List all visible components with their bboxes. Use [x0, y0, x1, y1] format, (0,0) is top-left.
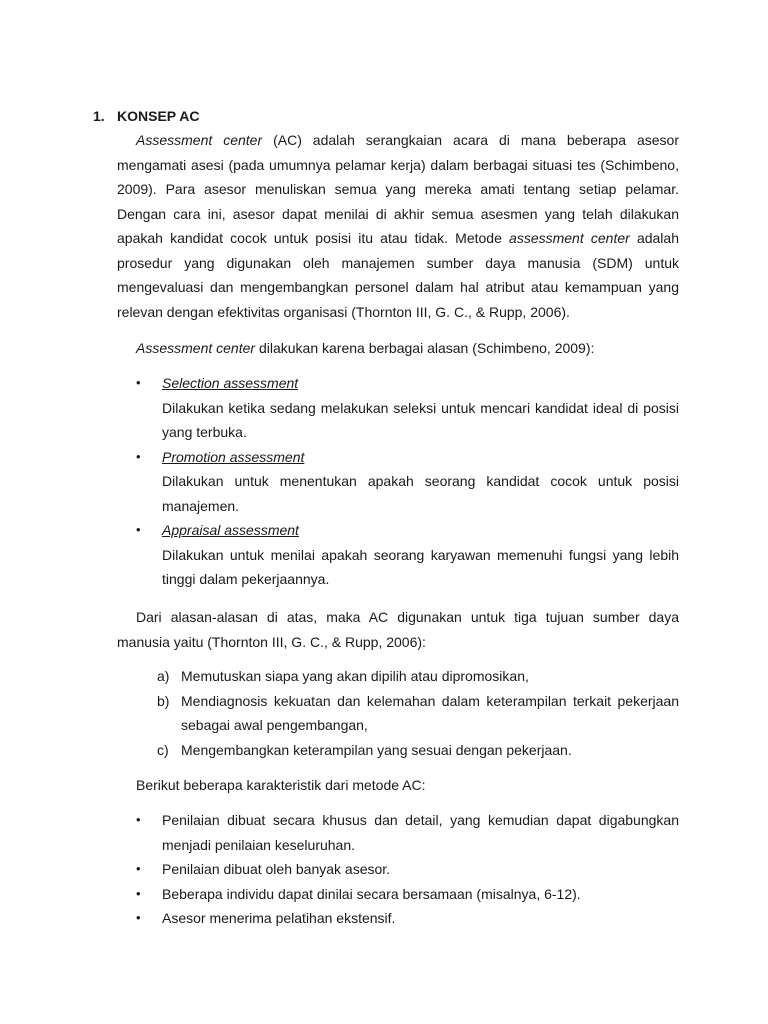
list-item	[157, 689, 679, 738]
list-item	[157, 664, 679, 689]
reason-desc: Dilakukan untuk menilai apakah seorang karyawan memenuhi fungsi yang lebih tinggi dalam pekerjaannya.	[162, 546, 679, 587]
bullet-icon: •	[136, 522, 141, 537]
intro-paragraph	[117, 128, 679, 324]
list-item	[136, 445, 679, 519]
section-title: KONSEP AC	[117, 108, 200, 124]
intro-term-2: assessment center	[509, 230, 630, 246]
intro-text-1: (AC) adalah serangkaian acara di mana beberapa asesor mengamati asesi (pada umumnya pelamar kerja) dalam berbagai situasi tes (Schimbeno, 2009). Para asesor menuliskan semua yang mereka amati tentang setiap pelamar. Dengan cara ini, asesor dapat menilai di akhir semua asesmen yang telah dilakukan apakah kandidat cocok untuk posisi itu atau tidak. Metode	[117, 132, 679, 246]
reasons-list	[136, 371, 679, 592]
characteristic-text: Beberapa individu dapat dinilai secara bersamaan (misalnya, 6-12).	[162, 885, 581, 902]
reasons-intro-text: dilakukan karena berbagai alasan (Schimbeno, 2009):	[255, 340, 595, 356]
bullet-icon: •	[136, 861, 141, 876]
purpose-text: Mendiagnosis kekuatan dan kelemahan dalam keterampilan terkait pekerjaan sebagai awal pengembangan,	[181, 692, 679, 733]
list-item	[136, 882, 679, 907]
reasons-intro-term: Assessment center	[136, 340, 256, 356]
characteristics-list	[136, 808, 679, 931]
reason-title: Appraisal assessment	[162, 522, 299, 538]
bullet-icon: •	[136, 448, 141, 464]
bullet-icon: •	[136, 910, 141, 925]
intro-text-2: adalah prosedur yang digunakan oleh manajemen sumber daya manusia (SDM) untuk mengevaluasi dan mengembangkan personel dalam hal atribut atau kemampuan yang relevan dengan efektivitas organisasi (Thornton III, G. C., & Rupp, 2006).	[117, 230, 679, 320]
bullet-icon: •	[136, 885, 141, 901]
characteristic-text: Penilaian dibuat secara khusus dan detail, yang kemudian dapat digabungkan menjadi penilaian keseluruhan.	[162, 812, 679, 853]
purpose-text: Mengembangkan keterampilan yang sesuai dengan pekerjaan.	[181, 741, 572, 758]
reasons-intro	[136, 336, 594, 360]
purposes-intro: Dari alasan-alasan di atas, maka AC digunakan untuk tiga tujuan sumber daya manusia yaitu (Thornton III, G. C., & Rupp, 2006):	[117, 609, 679, 650]
characteristic-text: Asesor menerima pelatihan ekstensif.	[162, 910, 396, 926]
list-item	[136, 518, 679, 592]
list-marker: b)	[157, 692, 170, 709]
reason-desc: Dilakukan untuk menentukan apakah seorang kandidat cocok untuk posisi manajemen.	[162, 473, 679, 514]
intro-term: Assessment center	[136, 132, 263, 148]
list-marker: a)	[157, 668, 170, 684]
reason-desc: Dilakukan ketika sedang melakukan seleksi untuk mencari kandidat ideal di posisi yang terbuka.	[162, 399, 679, 440]
list-item	[136, 808, 679, 857]
list-item	[136, 371, 679, 445]
characteristic-text: Penilaian dibuat oleh banyak asesor.	[162, 861, 391, 877]
bullet-icon: •	[136, 812, 141, 827]
section-heading	[93, 108, 199, 124]
list-marker: c)	[157, 741, 169, 758]
reason-title: Selection assessment	[162, 375, 299, 391]
list-item	[136, 857, 679, 882]
section-number: 1.	[93, 108, 105, 124]
characteristics-intro: Berikut beberapa karakteristik dari metode AC:	[136, 777, 426, 793]
purpose-text: Memutuskan siapa yang akan dipilih atau dipromosikan,	[181, 668, 529, 684]
list-item	[136, 906, 679, 931]
bullet-icon: •	[136, 375, 141, 390]
reason-title: Promotion assessment	[162, 448, 305, 465]
list-item	[157, 738, 679, 763]
purposes-list	[157, 664, 679, 762]
